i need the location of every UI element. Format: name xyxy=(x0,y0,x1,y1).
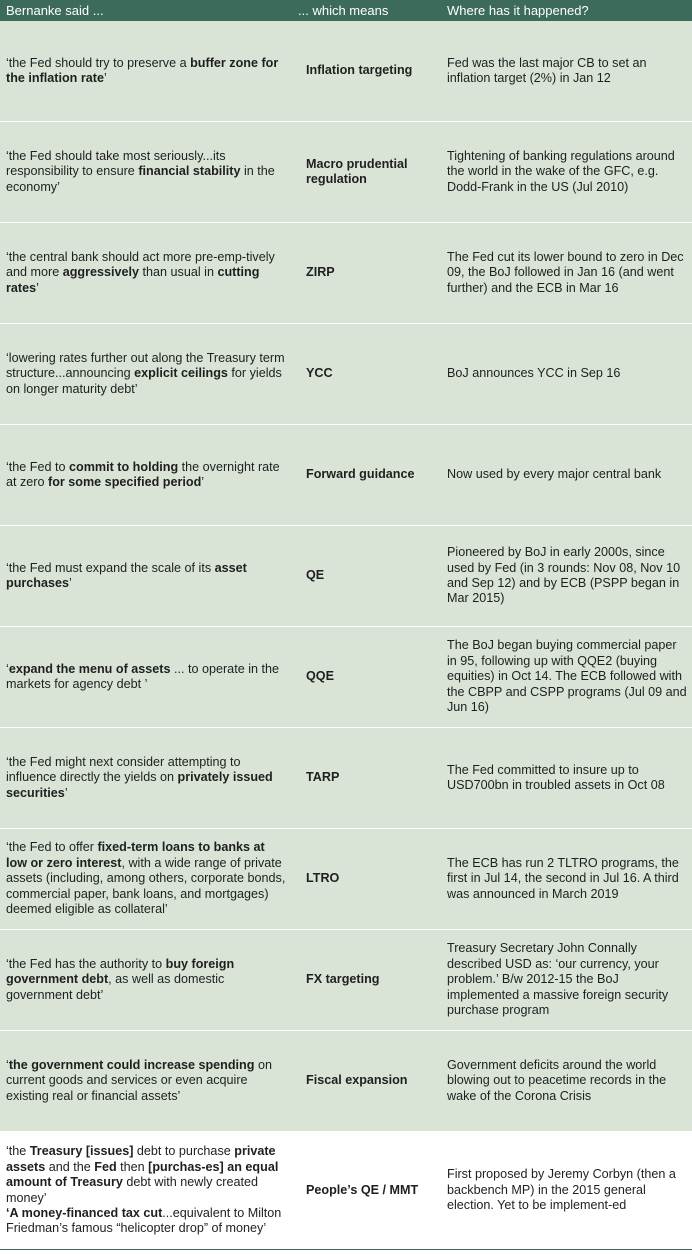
quote-emphasis: for some specified period xyxy=(48,475,202,489)
quote-text: ‘lowering rates further out along the Treasury term structure...announcing xyxy=(6,350,285,381)
means-cell: FX targeting xyxy=(306,972,380,987)
table-row xyxy=(0,728,692,829)
header-which-means: ... which means xyxy=(298,3,389,18)
quote-text: , with a wide range of private assets (including, among others, corporate bonds, commercial paper, bank loans, and mortgages) deemed eligible as collateral’ xyxy=(6,855,286,917)
table-row xyxy=(0,627,692,728)
quote-cell xyxy=(0,755,298,801)
quote-text: ‘the central bank should act more pre-emp-tively and more xyxy=(6,249,275,280)
table-row xyxy=(0,324,692,425)
quote-cell xyxy=(0,351,298,397)
quote-text: the overnight rate at zero xyxy=(6,459,280,489)
quote-text: on current goods and services or even acquire existing real or financial assets’ xyxy=(6,1057,272,1103)
quote-text: debt to purchase xyxy=(133,1144,235,1159)
means-cell: QQE xyxy=(306,669,334,684)
means-cell: YCC xyxy=(306,366,333,381)
quote-emphasis: private assets xyxy=(6,1144,276,1174)
header-bernanke-said: Bernanke said ... xyxy=(6,3,104,18)
quote-text: ... to operate in the markets for agency debt ’ xyxy=(6,661,280,691)
table-body xyxy=(0,21,692,1250)
where-cell: The BoJ began buying commercial paper in 95, following up with QQE2 (buying equities) in Oct 14. The ECB followed with the CBPP and CSPP programs (Jul 09 and Jun 16) xyxy=(447,638,687,715)
quote-text: ’ xyxy=(36,280,39,295)
header-where-happened: Where has it happened? xyxy=(447,3,589,18)
where-cell: The Fed cut its lower bound to zero in Dec 09, the BoJ followed in Jan 16 (and went further) and the ECB in Mar 16 xyxy=(447,249,684,295)
quote-text: ’ xyxy=(69,576,72,590)
where-cell: Now used by every major central bank xyxy=(447,467,662,482)
table-row xyxy=(0,223,692,324)
quote-emphasis: asset purchases xyxy=(6,560,247,590)
quote-text: ‘the Fed has the authority to xyxy=(6,956,166,971)
where-cell: Treasury Secretary John Connally described USD as: ‘our currency, your problem.’ B/w 2012-15 the BoJ implemented a massive foreign security purchase program xyxy=(447,941,669,1018)
quote-emphasis: financial stability xyxy=(138,164,241,179)
table-row xyxy=(0,829,692,930)
means-cell: Macro prudential regulation xyxy=(306,156,408,186)
table-row xyxy=(0,425,692,526)
quote-emphasis: privately issued securities xyxy=(6,770,273,800)
quote-cell xyxy=(0,840,298,917)
quote-cell xyxy=(0,561,298,592)
where-cell: Fed was the last major CB to set an inflation target (2%) in Jan 12 xyxy=(447,55,647,85)
quote-emphasis: Treasury [issues] xyxy=(29,1144,134,1159)
quote-text: in the economy’ xyxy=(6,164,275,194)
quote-text: for yields on longer maturity debt’ xyxy=(6,366,282,396)
quote-text: ‘the Fed to xyxy=(6,459,70,474)
means-cell: QE xyxy=(306,568,325,583)
quote-text: then xyxy=(116,1159,149,1174)
quote-emphasis: aggressively xyxy=(62,265,140,280)
quote-text: ‘ xyxy=(6,1057,9,1072)
quote-text: ...equivalent to Milton Friedman’s famous “helicopter drop” of money’ xyxy=(6,1205,282,1236)
table-row xyxy=(0,1031,692,1132)
where-cell: First proposed by Jeremy Corbyn (then a backbench MP) in the 2015 general election. Yet to be implement-ed xyxy=(447,1167,676,1213)
quote-cell xyxy=(0,250,298,296)
quote-cell xyxy=(0,957,298,1003)
means-cell: ZIRP xyxy=(306,265,335,280)
quote-emphasis: ‘A money-financed tax cut xyxy=(6,1205,163,1220)
quote-text: , as well as domestic government debt’ xyxy=(6,972,225,1002)
where-cell: Pioneered by BoJ in early 2000s, since used by Fed (in 3 rounds: Nov 08, Nov 10 and Sep 12) and by ECB (PSPP began in Mar 2015) xyxy=(447,545,681,606)
quote-text: ‘the Fed should try to preserve a xyxy=(6,55,191,70)
quote-emphasis: commit to holding xyxy=(69,459,179,474)
quote-text: debt with newly created money’ xyxy=(6,1175,258,1205)
quote-text: ‘the Fed must expand the scale of its xyxy=(6,560,215,575)
quote-cell xyxy=(0,56,298,87)
where-cell: The ECB has run 2 TLTRO programs, the first in Jul 14, the second in Jul 16. A third was announced in March 2019 xyxy=(447,855,679,901)
where-cell: Government deficits around the world blowing out to peacetime records in the wake of the Corona Crisis xyxy=(447,1057,667,1103)
quote-text: ‘the Fed might next consider attempting to influence directly the yields on xyxy=(6,754,241,785)
quote-text: than usual in xyxy=(139,265,218,280)
means-cell: People’s QE / MMT xyxy=(306,1182,419,1197)
where-cell: BoJ announces YCC in Sep 16 xyxy=(447,366,621,381)
quote-cell xyxy=(0,662,298,693)
quote-text: ’ xyxy=(201,475,205,489)
quote-emphasis: Fed xyxy=(94,1159,117,1174)
quote-text: ‘the Fed to offer xyxy=(6,840,98,855)
quote-emphasis: buffer zone for the inflation rate xyxy=(6,55,279,85)
quote-cell xyxy=(0,149,298,195)
quote-text: ‘the xyxy=(6,1144,30,1159)
table-row xyxy=(0,122,692,223)
quote-emphasis: cutting rates xyxy=(6,265,260,295)
where-cell: The Fed committed to insure up to USD700bn in troubled assets in Oct 08 xyxy=(447,762,665,792)
means-cell: Fiscal expansion xyxy=(306,1073,408,1088)
quote-text: and the xyxy=(45,1159,95,1174)
quote-text: ‘ xyxy=(6,661,9,676)
means-cell: Forward guidance xyxy=(306,467,415,482)
quote-text: ‘the Fed should take most seriously...its responsibility to ensure xyxy=(6,148,226,179)
quote-emphasis: the government could increase spending xyxy=(8,1057,255,1072)
table-row xyxy=(0,1132,692,1250)
quote-cell xyxy=(0,460,298,491)
table-row xyxy=(0,21,692,122)
quote-cell xyxy=(0,1058,298,1104)
means-cell: Inflation targeting xyxy=(306,63,413,78)
quote-emphasis: buy foreign government debt xyxy=(6,956,235,987)
quote-cell xyxy=(0,1144,298,1236)
quote-emphasis: explicit ceilings xyxy=(134,366,228,381)
means-cell: TARP xyxy=(306,770,340,785)
quote-emphasis: expand the menu of assets xyxy=(8,661,171,676)
quote-emphasis: [purchas-es] an equal amount of Treasury xyxy=(6,1159,279,1190)
table-row xyxy=(0,526,692,627)
quote-text: ’ xyxy=(64,785,68,800)
quote-emphasis: fixed-term loans to banks at low or zero interest xyxy=(6,840,265,870)
means-cell: LTRO xyxy=(306,871,340,886)
quote-text: ’ xyxy=(103,71,107,85)
where-cell: Tightening of banking regulations around the world in the wake of the GFC, e.g. Dodd-Frank in the US (Jul 2010) xyxy=(447,148,675,194)
table-header xyxy=(0,0,692,21)
table-row xyxy=(0,930,692,1031)
